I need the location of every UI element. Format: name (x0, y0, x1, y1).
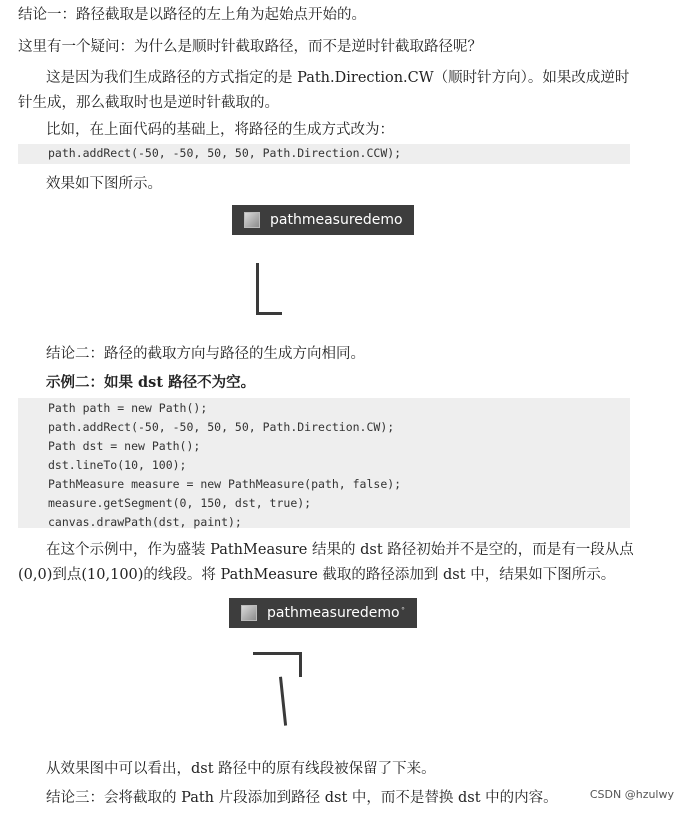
app-title: pathmeasuredemo (267, 605, 400, 621)
app-titlebar-2 (229, 598, 417, 628)
csdn-watermark: CSDN @hzulwy (589, 788, 674, 801)
conclusion-one: 结论一：路径截取是以路径的左上角为起始点开始的。 (18, 7, 366, 23)
app-icon (241, 605, 257, 621)
code-line: Path path = new Path(); (48, 401, 208, 415)
example-intro: 比如，在上面代码的基础上，将路径的生成方式改为： (46, 122, 394, 138)
figure2-right-stroke (299, 652, 302, 677)
code-line: PathMeasure measure = new PathMeasure(path, false); (48, 477, 402, 491)
effect-caption-1: 效果如下图所示。 (46, 176, 162, 192)
conclusion-two: 结论二：路径的截取方向与路径的生成方向相同。 (46, 346, 365, 362)
app-icon (244, 212, 260, 228)
figure2-dst-line-stroke (279, 677, 287, 726)
example-two-explanation-line-2: (0,0)到点(10,100)的线段。将 PathMeasure 截取的路径添加到 dst 中，结果如下图所示。 (18, 567, 616, 583)
app-titlebar-1 (232, 205, 414, 235)
code-line: Path dst = new Path(); (48, 439, 201, 453)
example-two-explanation-line-1: 在这个示例中，作为盛装 PathMeasure 结果的 dst 路径初始并不是空的，而是有一段从点 (46, 542, 634, 558)
explanation-line-2: 针生成，那么截取时也是逆时针截取的。 (18, 95, 279, 111)
observation-paragraph: 从效果图中可以看出，dst 路径中的原有线段被保留了下来。 (46, 761, 436, 777)
figure1-vertical-stroke (256, 263, 259, 315)
code-line: dst.lineTo(10, 100); (48, 458, 187, 472)
app-title: pathmeasuredemo (270, 212, 403, 228)
question-paragraph: 这里有一个疑问：为什么是顺时针截取路径，而不是逆时针截取路径呢？ (18, 39, 482, 55)
code-line: path.addRect(-50, -50, 50, 50, Path.Direction.CW); (48, 420, 395, 434)
code-block-example-two (18, 398, 630, 528)
code-line: path.addRect(-50, -50, 50, 50, Path.Direction.CCW); (48, 146, 402, 160)
code-line: measure.getSegment(0, 150, dst, true); (48, 496, 312, 510)
example-two-heading: 示例二：如果 dst 路径不为空。 (46, 374, 256, 391)
code-block-ccw (18, 144, 630, 164)
status-dot-icon: ° (401, 606, 405, 615)
explanation-line-1: 这是因为我们生成路径的方式指定的是 Path.Direction.CW（顺时针方向）。如果改成逆时 (46, 70, 630, 86)
figure2-top-stroke (253, 652, 302, 655)
conclusion-three: 结论三：会将截取的 Path 片段添加到路径 dst 中，而不是替换 dst 中的内容。 (46, 790, 558, 806)
figure1-horizontal-stroke (256, 312, 282, 315)
code-line: canvas.drawPath(dst, paint); (48, 515, 242, 529)
